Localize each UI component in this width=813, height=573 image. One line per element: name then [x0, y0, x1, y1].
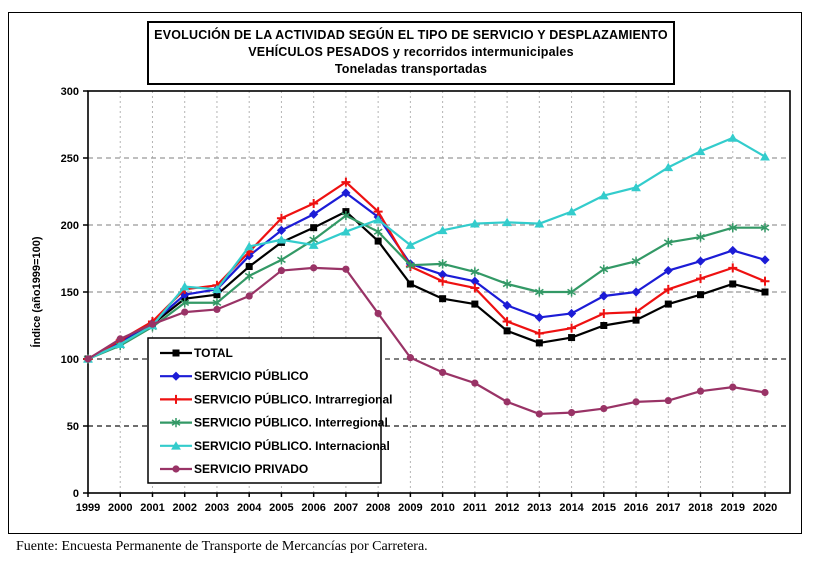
data-point — [665, 301, 672, 308]
x-tick-label: 2007 — [333, 502, 359, 514]
data-point — [633, 317, 640, 324]
data-point — [729, 384, 736, 391]
data-point — [697, 388, 704, 395]
data-point — [728, 133, 738, 141]
legend-label: SERVICIO PÚBLICO. Intrarregional — [194, 392, 393, 407]
series-line — [88, 182, 765, 359]
data-point — [246, 292, 253, 299]
legend-item — [160, 415, 388, 430]
source-note: Fuente: Encuesta Permanente de Transporte de Mercancías por Carretera. — [16, 539, 428, 554]
x-tick-label: 2020 — [752, 502, 778, 514]
data-point — [342, 266, 349, 273]
chart-title-line1: EVOLUCIÓN DE LA ACTIVIDAD SEGÚN EL TIPO DE SERVICIO Y DESPLAZAMIENTO — [154, 28, 668, 42]
data-point — [728, 263, 737, 272]
data-point — [172, 465, 179, 472]
data-point — [761, 389, 768, 396]
data-point — [277, 255, 285, 264]
data-point — [173, 350, 180, 357]
data-point — [407, 354, 414, 361]
data-point — [567, 207, 577, 215]
x-tick-label: 2011 — [462, 502, 487, 514]
x-tick-label: 1999 — [75, 502, 101, 514]
data-point — [568, 409, 575, 416]
x-tick-label: 2018 — [688, 502, 713, 514]
data-point — [696, 274, 705, 283]
data-point — [535, 313, 544, 322]
x-tick-label: 2001 — [140, 502, 165, 514]
series-servicio-p-blico-internacional — [83, 133, 770, 362]
legend-item — [160, 438, 390, 453]
data-point — [503, 398, 510, 405]
data-point — [149, 321, 156, 328]
x-tick-label: 2003 — [204, 502, 230, 514]
legend — [148, 338, 392, 483]
data-point — [278, 267, 285, 274]
data-point — [375, 238, 382, 245]
data-point — [181, 309, 188, 316]
data-point — [567, 324, 576, 333]
data-point — [84, 355, 91, 362]
legend-label: SERVICIO PÚBLICO. Internacional — [194, 438, 390, 453]
data-point — [310, 264, 317, 271]
data-point — [599, 309, 608, 318]
chart-title-line3: Toneladas transportadas — [334, 62, 488, 76]
data-point — [310, 224, 317, 231]
y-tick-label: 100 — [60, 354, 79, 366]
x-tick-label: 2017 — [656, 502, 681, 514]
data-point — [600, 322, 607, 329]
x-tick-label: 2015 — [591, 502, 617, 514]
data-point — [760, 255, 769, 264]
data-point — [599, 291, 608, 300]
series-line — [88, 193, 765, 359]
x-tick-label: 2016 — [623, 502, 649, 514]
x-tick-label: 2006 — [301, 502, 326, 514]
data-point — [760, 152, 770, 160]
y-tick-label: 0 — [72, 488, 79, 500]
data-point — [536, 410, 543, 417]
data-point — [117, 335, 124, 342]
y-tick-label: 150 — [60, 287, 79, 299]
chart-title-line2: VEHÍCULOS PESADOS y recorridos intermunicipales — [248, 45, 574, 59]
data-point — [246, 263, 253, 270]
data-point — [728, 246, 737, 255]
data-point — [697, 291, 704, 298]
data-point — [471, 301, 478, 308]
y-axis-title: Índice (año1999=100) — [31, 236, 43, 348]
data-point — [696, 257, 705, 266]
legend-item — [160, 391, 392, 406]
data-point — [600, 405, 607, 412]
x-tick-label: 2005 — [269, 502, 294, 514]
data-point — [504, 327, 511, 334]
data-point — [729, 280, 736, 287]
x-tick-label: 2002 — [172, 502, 197, 514]
data-point — [375, 310, 382, 317]
data-point — [407, 280, 414, 287]
x-tick-label: 2019 — [720, 502, 746, 514]
x-tick-label: 2013 — [527, 502, 552, 514]
data-point — [438, 277, 447, 286]
x-tick-label: 2014 — [559, 502, 584, 514]
y-tick-label: 200 — [60, 220, 79, 232]
y-tick-label: 50 — [66, 421, 79, 433]
data-point — [761, 277, 770, 286]
x-tick-label: 2008 — [365, 502, 391, 514]
x-tick-label: 2004 — [236, 502, 262, 514]
legend-label: SERVICIO PÚBLICO. Interregional — [194, 415, 388, 430]
data-point — [471, 380, 478, 387]
series-line — [88, 138, 765, 359]
x-tick-label: 2012 — [494, 502, 520, 514]
data-point — [568, 334, 575, 341]
data-point — [632, 398, 639, 405]
data-point — [762, 289, 769, 296]
y-tick-label: 300 — [60, 86, 79, 98]
legend-label: SERVICIO PÚBLICO — [194, 369, 309, 384]
data-point — [567, 309, 576, 318]
legend-label: TOTAL — [194, 346, 233, 360]
data-point — [439, 295, 446, 302]
x-tick-label: 2010 — [430, 502, 455, 514]
data-point — [439, 369, 446, 376]
data-point — [213, 306, 220, 313]
data-point — [535, 329, 544, 338]
legend-label: SERVICIO PRIVADO — [194, 462, 309, 476]
x-tick-label: 2009 — [398, 502, 423, 514]
data-point — [663, 163, 673, 171]
chart-title-box — [147, 21, 675, 85]
data-point — [665, 397, 672, 404]
series-line — [88, 212, 765, 359]
data-point — [536, 339, 543, 346]
y-tick-label: 250 — [60, 153, 79, 165]
x-tick-label: 2000 — [107, 502, 133, 514]
